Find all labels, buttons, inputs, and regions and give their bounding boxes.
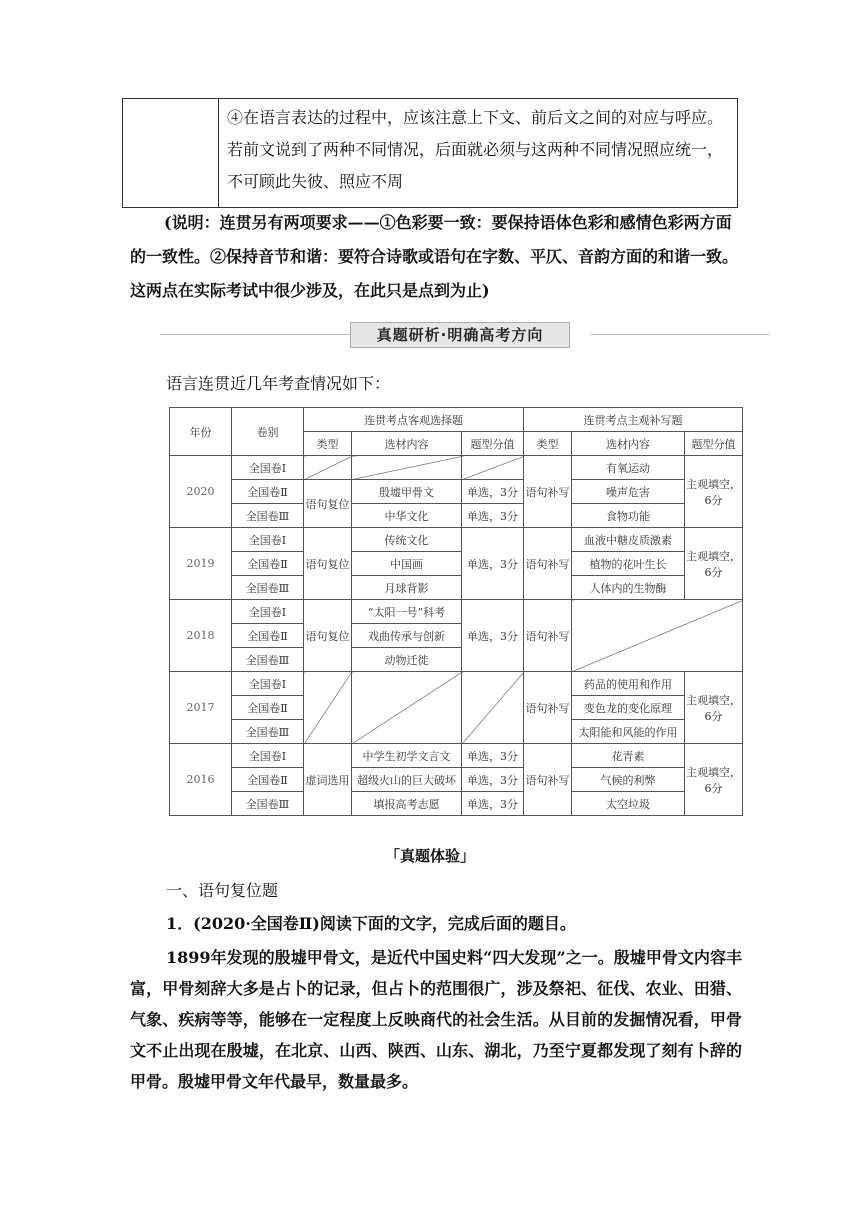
material-cell: 血液中糖皮质激素 [572, 528, 685, 552]
paper-cell: 全国卷Ⅱ [232, 696, 304, 720]
score-cell: 单选，3分 [462, 528, 524, 600]
score-cell: 单选，3分 [462, 768, 524, 792]
material-cell: 殷墟甲骨文 [352, 480, 462, 504]
material-cell: 中华文化 [352, 504, 462, 528]
criteria-table-fragment [122, 98, 738, 208]
type-cell: 语句补写 [524, 456, 572, 528]
header-paper: 卷别 [232, 408, 304, 456]
table-row [170, 672, 743, 696]
empty-cell [462, 672, 524, 744]
material-cell: 动物迁徙 [352, 648, 462, 672]
criteria-item-4: ④在语言表达的过程中，应该注意上下文、前后文之间的对应与呼应。若前文说到了两种不同情况，后面就必须与这两种不同情况照应统一，不可顾此失彼、照应不周 [227, 108, 724, 191]
explanation-note: (说明：连贯另有两项要求——①色彩要一致：要保持语体色彩和感情色彩两方面的一致性。②保持音节和谐：要符合诗歌或语句在字数、平仄、音韵方面的和谐一致。这两点在实际考试中很少涉及，在此只是点到为止) [130, 213, 739, 300]
paper-cell: 全国卷Ⅰ [232, 744, 304, 768]
material-cell: 戏曲传承与创新 [352, 624, 462, 648]
paper-cell: 全国卷Ⅰ [232, 672, 304, 696]
paper-cell: 全国卷Ⅱ [232, 480, 304, 504]
type-cell: 语句复位 [304, 528, 352, 600]
material-cell: 药品的使用和作用 [572, 672, 685, 696]
score-cell: 主观填空，6分 [685, 672, 743, 744]
header-material: 选材内容 [352, 432, 462, 456]
header-subjective: 连贯考点主观补写题 [524, 408, 743, 432]
experience-title: 「真题体验」 [384, 847, 475, 865]
year-cell: 2016 [170, 744, 232, 816]
material-cell: “太阳一号”科考 [352, 600, 462, 624]
score-cell: 单选，3分 [462, 480, 524, 504]
type-cell: 虚词选用 [304, 744, 352, 816]
year-cell: 2017 [170, 672, 232, 744]
year-cell: 2018 [170, 600, 232, 672]
table-row [170, 480, 743, 504]
empty-cell [352, 672, 462, 744]
year-cell: 2020 [170, 456, 232, 528]
score-cell: 主观填空，6分 [685, 744, 743, 816]
material-cell: 有氧运动 [572, 456, 685, 480]
material-cell: 变色龙的变化原理 [572, 696, 685, 720]
table-row [170, 792, 743, 816]
table-intro: 语言连贯近几年考查情况如下： [166, 374, 391, 393]
material-cell: 月球背影 [352, 576, 462, 600]
type-cell: 语句复位 [304, 600, 352, 672]
table-row [170, 504, 743, 528]
banner-rule-right [590, 334, 770, 335]
paper-cell: 全国卷Ⅱ [232, 624, 304, 648]
exam-survey-table [169, 407, 743, 816]
type-cell: 语句复位 [304, 480, 352, 528]
paper-cell: 全国卷Ⅰ [232, 456, 304, 480]
score-cell: 单选，3分 [462, 504, 524, 528]
score-cell: 单选，3分 [462, 600, 524, 672]
empty-cell [462, 456, 524, 480]
material-cell: 太空垃圾 [572, 792, 685, 816]
paper-cell: 全国卷Ⅲ [232, 504, 304, 528]
header-type: 类型 [524, 432, 572, 456]
empty-cell [352, 456, 462, 480]
year-cell: 2019 [170, 528, 232, 600]
material-cell: 气候的利弊 [572, 768, 685, 792]
paper-cell: 全国卷Ⅲ [232, 720, 304, 744]
type-cell: 语句补写 [524, 672, 572, 744]
table-row [170, 456, 743, 480]
type-cell: 语句补写 [524, 528, 572, 600]
header-objective: 连贯考点客观选择题 [304, 408, 524, 432]
material-cell: 中学生初学文言文 [352, 744, 462, 768]
table-row [170, 528, 743, 552]
table-row [170, 552, 743, 576]
table-row [170, 600, 743, 624]
paper-cell: 全国卷Ⅲ [232, 648, 304, 672]
header-score: 题型分值 [685, 432, 743, 456]
paper-cell: 全国卷Ⅰ [232, 528, 304, 552]
section-banner [160, 318, 770, 352]
empty-cell [304, 672, 352, 744]
material-cell: 填报高考志愿 [352, 792, 462, 816]
empty-cell [304, 456, 352, 480]
header-year: 年份 [170, 408, 232, 456]
reading-passage: 1899年发现的殷墟甲骨文，是近代中国史料“四大发现”之一。殷墟甲骨文内容丰富，甲骨刻辞大多是占卜的记录，但占卜的范围很广，涉及祭祀、征伐、农业、田猎、气象、疾病等等，能够在一定程度上反映商代的社会生活。从目前的发掘情况看，甲骨文不止出现在殷墟，在北京、山西、陕西、山东、湖北，乃至宁夏都发现了刻有卜辞的甲骨。殷墟甲骨文年代最早，数量最多。 [130, 948, 742, 1091]
banner-rule-left [160, 334, 360, 335]
column-divider [218, 99, 219, 207]
material-cell: 传统文化 [352, 528, 462, 552]
material-cell: 人体内的生物酶 [572, 576, 685, 600]
material-cell: 超级火山的巨大破坏 [352, 768, 462, 792]
question-title: 1．(2020·全国卷Ⅱ)阅读下面的文字，完成后面的题目。 [166, 914, 576, 933]
header-score: 题型分值 [462, 432, 524, 456]
header-material: 选材内容 [572, 432, 685, 456]
type-cell: 语句补写 [524, 600, 572, 672]
paper-cell: 全国卷Ⅰ [232, 600, 304, 624]
empty-cell [572, 600, 743, 672]
paper-cell: 全国卷Ⅲ [232, 576, 304, 600]
table-row [170, 744, 743, 768]
section-heading: 一、语句复位题 [166, 881, 279, 900]
material-cell: 植物的花叶生长 [572, 552, 685, 576]
score-cell: 主观填空，6分 [685, 528, 743, 600]
material-cell: 花青素 [572, 744, 685, 768]
score-cell: 单选，3分 [462, 792, 524, 816]
table-row [170, 768, 743, 792]
score-cell: 主观填空，6分 [685, 456, 743, 528]
material-cell: 太阳能和风能的作用 [572, 720, 685, 744]
paper-cell: 全国卷Ⅱ [232, 768, 304, 792]
type-cell: 语句补写 [524, 744, 572, 816]
material-cell: 食物功能 [572, 504, 685, 528]
paper-cell: 全国卷Ⅲ [232, 792, 304, 816]
banner-title: 真题研析·明确高考方向 [350, 322, 570, 348]
header-type: 类型 [304, 432, 352, 456]
table-row [170, 576, 743, 600]
score-cell: 单选，3分 [462, 744, 524, 768]
material-cell: 噪声危害 [572, 480, 685, 504]
paper-cell: 全国卷Ⅱ [232, 552, 304, 576]
material-cell: 中国画 [352, 552, 462, 576]
